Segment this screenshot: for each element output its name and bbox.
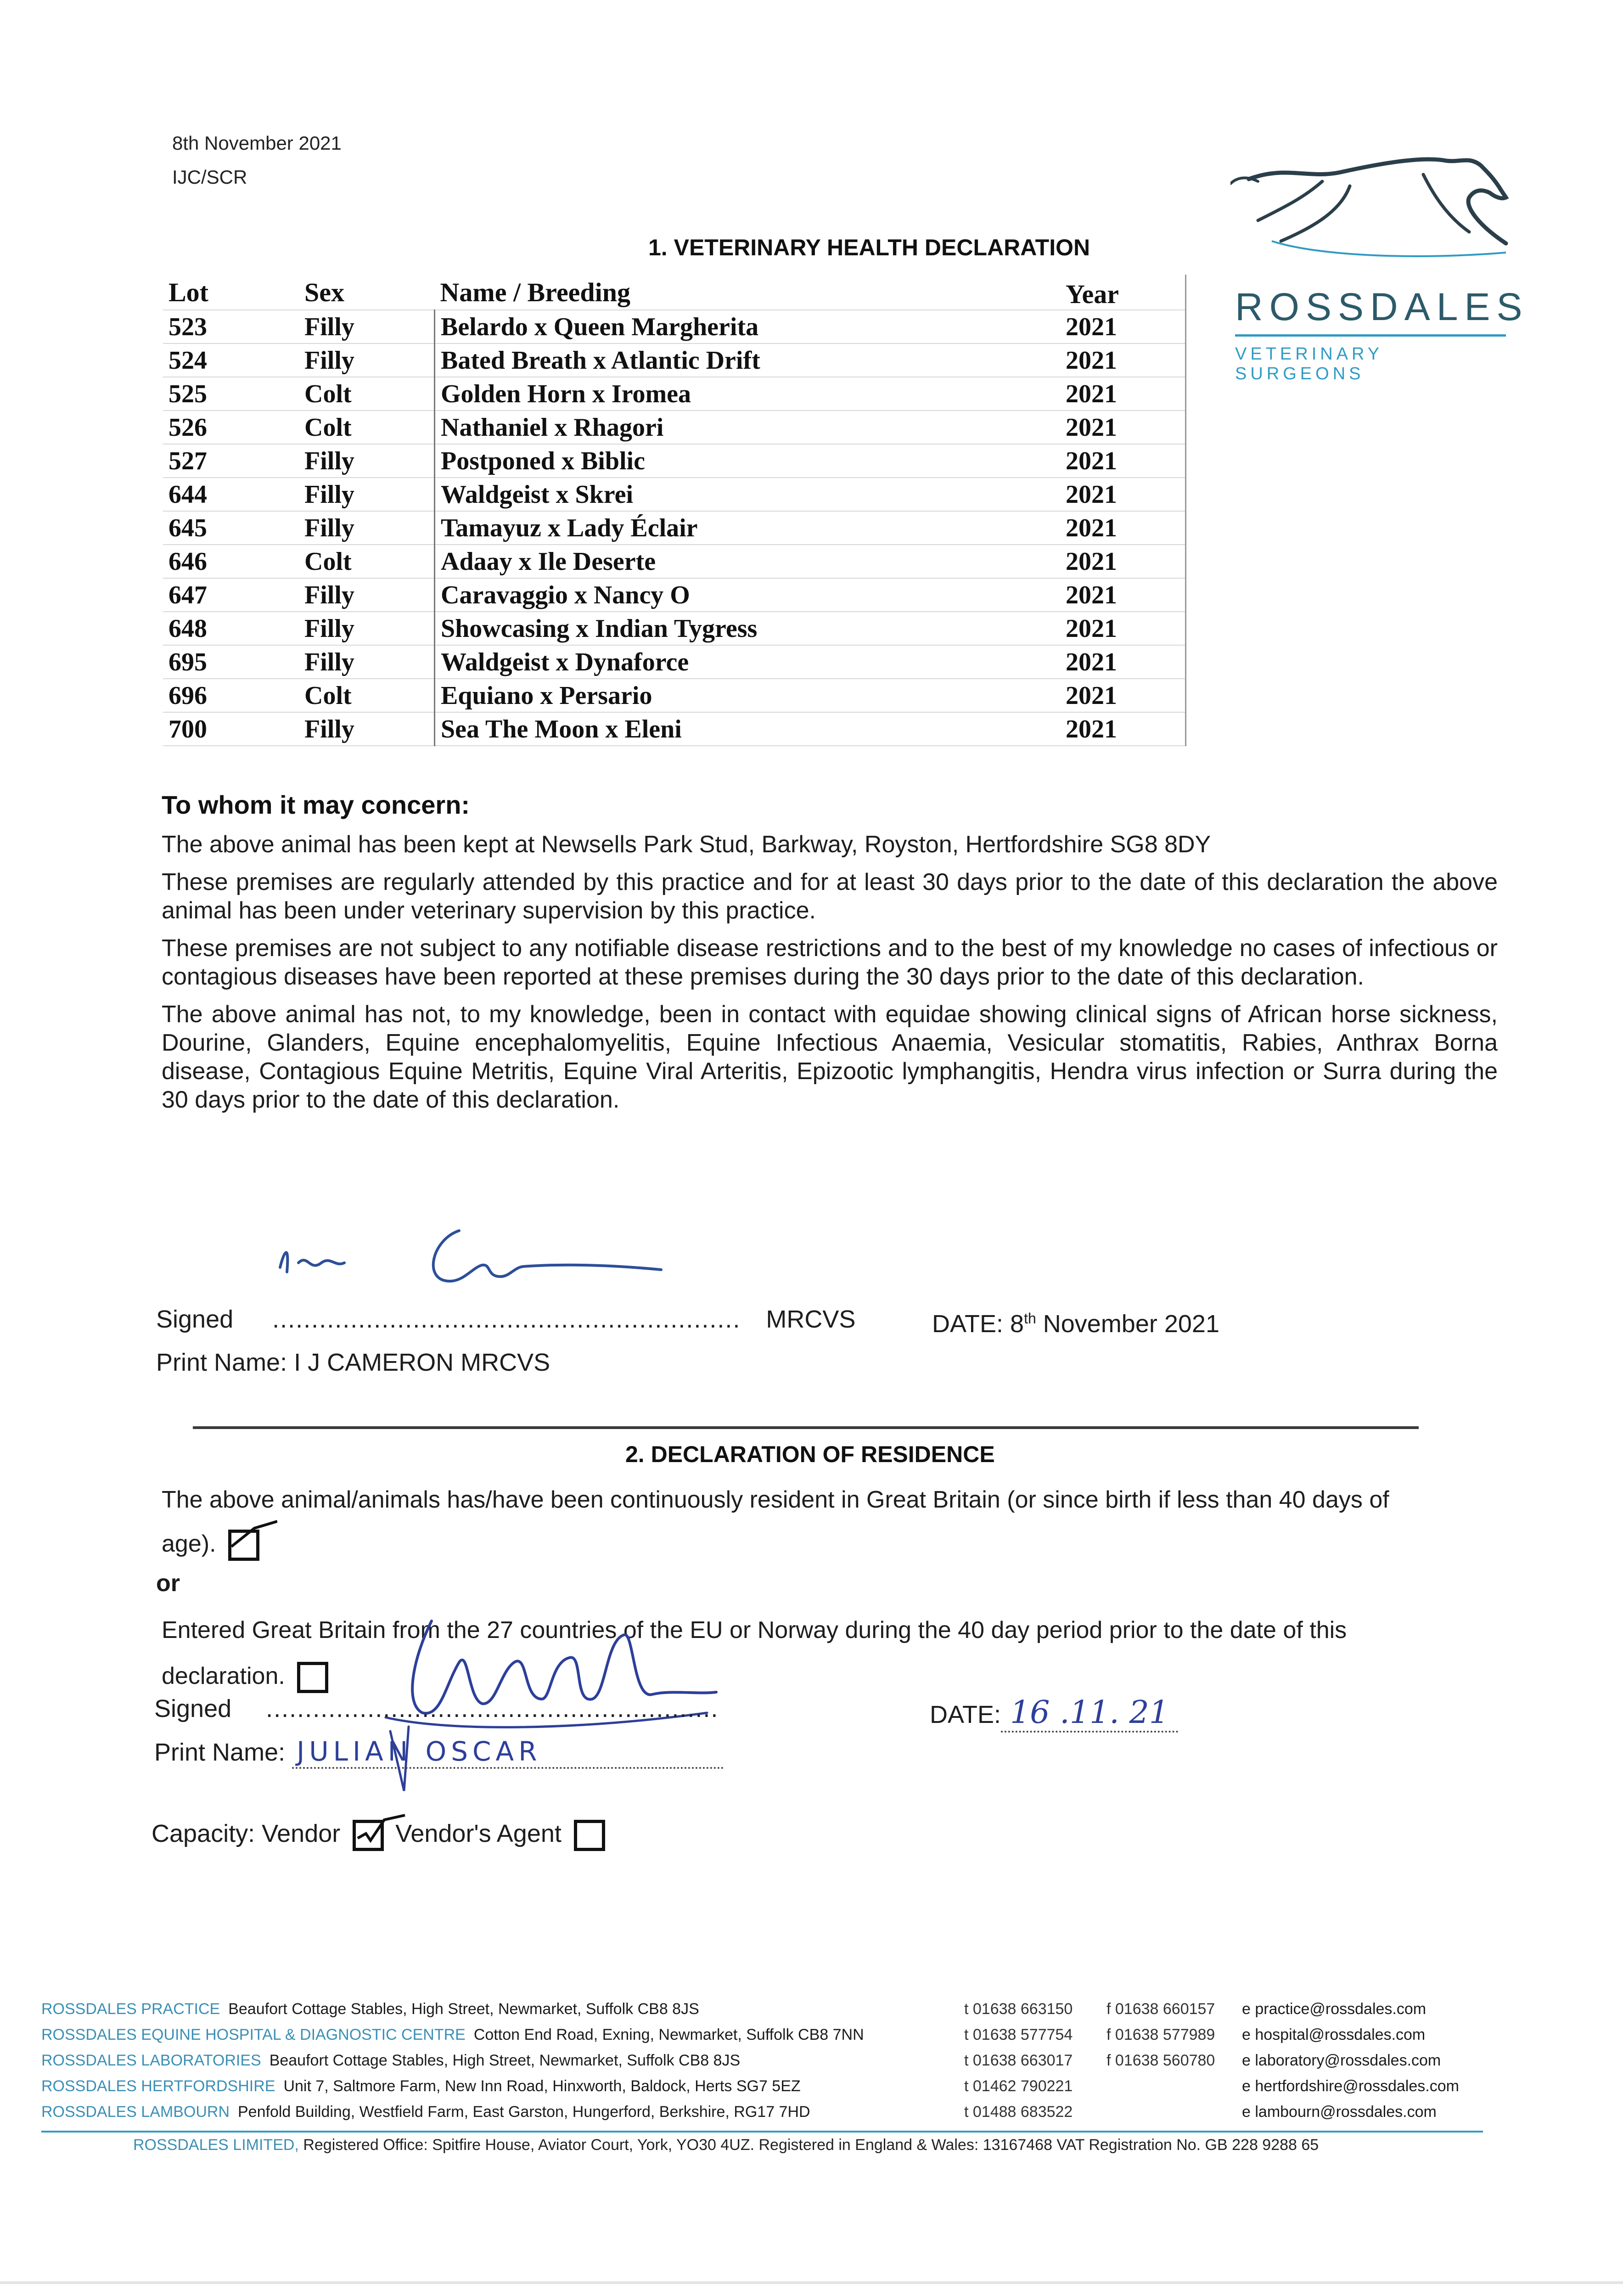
- residence-text: The above animal/animals has/have been continuously resident in Great Britain (or since birth if less than 40 days of age).: [162, 1486, 1389, 1557]
- footer-org: ROSSDALES LABORATORIES: [41, 2052, 261, 2069]
- cell-year: 2021: [1066, 679, 1186, 712]
- cell-sex: Filly: [304, 614, 354, 643]
- cell-lot: 700: [168, 715, 207, 743]
- vendor-date-label: DATE:: [930, 1701, 1001, 1728]
- cell-year: 2021: [1066, 578, 1186, 612]
- cell-year: 2021: [1066, 645, 1186, 679]
- lots-table: [163, 275, 1186, 746]
- vendors-agent-checkbox[interactable]: [574, 1820, 605, 1851]
- registered-org: ROSSDALES LIMITED,: [133, 2136, 299, 2154]
- cell-name: Tamayuz x Lady Éclair: [435, 511, 1066, 545]
- footer-divider: [41, 2131, 1483, 2133]
- cell-sex: Filly: [304, 647, 354, 676]
- salutation: To whom it may concern:: [162, 790, 470, 819]
- cell-year: 2021: [1066, 545, 1186, 578]
- table-row: [163, 645, 1186, 679]
- vet-date-value: November 2021: [1036, 1310, 1219, 1338]
- letter-date: 8th November 2021: [172, 132, 342, 154]
- footer-org: ROSSDALES HERTFORDSHIRE: [41, 2077, 275, 2095]
- footer-office: [41, 2103, 810, 2121]
- cell-sex: Colt: [304, 681, 352, 710]
- section2-title: 2. DECLARATION OF RESIDENCE: [625, 1441, 995, 1467]
- vendor-date-value: 16 .11. 21: [1001, 1694, 1178, 1733]
- cell-name: Golden Horn x Iromea: [435, 377, 1066, 411]
- horse-logo-icon: [1230, 147, 1515, 285]
- registered-text: Registered Office: Spitfire House, Aviator Court, York, YO30 4UZ. Registered in England & Wales: 13167468 VAT Registration No. GB 228 9288 65: [303, 2136, 1319, 2154]
- column-header-lot: Lot: [168, 277, 208, 307]
- table-row: [163, 310, 1186, 343]
- cell-year: 2021: [1066, 310, 1186, 343]
- cell-sex: Filly: [304, 446, 354, 475]
- or-label: or: [156, 1570, 180, 1597]
- cell-lot: 647: [168, 580, 207, 609]
- footer-address: Unit 7, Saltmore Farm, New Inn Road, Hinxworth, Baldock, Herts SG7 5EZ: [283, 2077, 801, 2095]
- cell-lot: 645: [168, 513, 207, 542]
- entered-statement: [162, 1607, 1429, 1699]
- cell-year: 2021: [1066, 377, 1186, 411]
- vet-signature-line: ............................................................: [272, 1306, 741, 1333]
- table-row: [163, 377, 1186, 411]
- footer-address: Beaufort Cottage Stables, High Street, Newmarket, Suffolk CB8 8JS: [228, 2000, 699, 2018]
- section-divider: [193, 1426, 1419, 1429]
- table-row: [163, 612, 1186, 645]
- scan-edge: [0, 2281, 1623, 2284]
- table-row: [163, 511, 1186, 545]
- cell-year: 2021: [1066, 444, 1186, 478]
- residence-statement: [162, 1478, 1429, 1566]
- footer-email: e practice@rossdales.com: [1242, 2000, 1426, 2018]
- cell-name: Waldgeist x Skrei: [435, 478, 1066, 511]
- footer-address: Penfold Building, Westfield Farm, East Garston, Hungerford, Berkshire, RG17 7HD: [238, 2103, 810, 2121]
- cell-year: 2021: [1066, 343, 1186, 377]
- cell-name: Nathaniel x Rhagori: [435, 411, 1066, 444]
- cell-lot: 527: [168, 446, 207, 475]
- paragraph-contact: The above animal has not, to my knowledge, been in contact with equidae showing clinical signs of African horse sickness, Dourine, Glanders, Equine encephalomyelitis, Equine Infectious Anaemia, Vesicular stomatitis, Rabies, Anthrax Borna disease, Contagious Equine Metritis, Equine Viral Arteritis, Epizootic lymphangitis, Hendra virus infection or Surra during the 30 days prior to the date of this declaration.: [162, 1001, 1498, 1113]
- table-header-row: [163, 275, 1186, 310]
- footer-email: e hospital@rossdales.com: [1242, 2026, 1426, 2043]
- cell-sex: Colt: [304, 413, 352, 442]
- entered-text: Entered Great Britain from the 27 countries of the EU or Norway during the 40 day period prior to the date of this declaration.: [162, 1617, 1347, 1689]
- cell-name: Postponed x Biblic: [435, 444, 1066, 478]
- cell-name: Belardo x Queen Margherita: [435, 310, 1066, 343]
- registered-office: [133, 2136, 1319, 2154]
- cell-name: Showcasing x Indian Tygress: [435, 612, 1066, 645]
- footer-fax: f 01638 577989: [1106, 2026, 1215, 2043]
- paragraph-restrictions: These premises are not subject to any notifiable disease restrictions and to the best of my knowledge no cases of infectious or contagious diseases have been reported at these premises during the 30 days prior to the date of this declaration.: [162, 935, 1498, 990]
- vet-signed-row: [156, 1305, 855, 1334]
- table-row: [163, 578, 1186, 612]
- vendor-print-value: JULIAN OSCAR: [292, 1736, 724, 1769]
- cell-sex: Filly: [304, 580, 354, 609]
- table-row: [163, 545, 1186, 578]
- cell-name: Bated Breath x Atlantic Drift: [435, 343, 1066, 377]
- cell-year: 2021: [1066, 411, 1186, 444]
- footer-email: e laboratory@rossdales.com: [1242, 2052, 1441, 2069]
- cell-sex: Colt: [304, 547, 352, 576]
- cell-sex: Colt: [304, 379, 352, 408]
- footer-office: [41, 2052, 740, 2070]
- checkmark-icon: [227, 1519, 277, 1551]
- footer-tel: t 01638 577754: [964, 2026, 1073, 2043]
- logo-name: ROSSDALES: [1235, 285, 1529, 328]
- cell-year: 2021: [1066, 511, 1186, 545]
- footer-office: [41, 2026, 864, 2044]
- vendor-checkbox[interactable]: [353, 1820, 384, 1851]
- table-row: [163, 712, 1186, 746]
- paragraph-supervision: These premises are regularly attended by this practice and for at least 30 days prior to the date of this declaration the above animal has been under veterinary supervision by this practice.: [162, 869, 1498, 924]
- cell-lot: 695: [168, 647, 207, 676]
- mrcvs-label: MRCVS: [766, 1306, 856, 1333]
- vet-date-label: DATE: 8: [932, 1310, 1024, 1338]
- footer-email: e hertfordshire@rossdales.com: [1242, 2077, 1459, 2095]
- declaration-paragraphs: [162, 830, 1498, 1123]
- cell-lot: 526: [168, 413, 207, 442]
- cell-sex: Filly: [304, 715, 354, 743]
- column-header-sex: Sex: [304, 277, 344, 307]
- cell-sex: Filly: [304, 312, 354, 341]
- footer-fax: f 01638 560780: [1106, 2052, 1215, 2069]
- table-row: [163, 444, 1186, 478]
- cell-sex: Filly: [304, 480, 354, 509]
- footer-org: ROSSDALES PRACTICE: [41, 2000, 220, 2018]
- column-header-name: Name / Breeding: [440, 277, 631, 307]
- cell-name: Sea The Moon x Eleni: [435, 712, 1066, 746]
- vet-date-suffix: th: [1024, 1310, 1036, 1327]
- vet-date: [932, 1310, 1219, 1338]
- capacity-row: [152, 1819, 605, 1851]
- cell-lot: 523: [168, 312, 207, 341]
- vendor-signature-line: ..........................................................: [266, 1695, 719, 1722]
- logo-divider: [1235, 334, 1506, 337]
- cell-year: 2021: [1066, 478, 1186, 511]
- footer-fax: f 01638 660157: [1106, 2000, 1215, 2018]
- vendors-agent-label: Vendor's Agent: [395, 1820, 562, 1847]
- capacity-label: Capacity: Vendor: [152, 1820, 341, 1847]
- footer-tel: t 01488 683522: [964, 2103, 1073, 2121]
- cell-lot: 644: [168, 480, 207, 509]
- cell-name: Equiano x Persario: [435, 679, 1066, 712]
- footer-address: Cotton End Road, Exning, Newmarket, Suffolk CB8 7NN: [473, 2026, 864, 2043]
- cell-lot: 696: [168, 681, 207, 710]
- table-row: [163, 478, 1186, 511]
- section1-title: 1. VETERINARY HEALTH DECLARATION: [648, 235, 1090, 260]
- resident-checkbox[interactable]: [228, 1530, 259, 1561]
- vendor-signed-label: Signed: [154, 1695, 232, 1722]
- rossdales-logo: [1221, 147, 1529, 383]
- footer-org: ROSSDALES LAMBOURN: [41, 2103, 230, 2121]
- letter-reference: IJC/SCR: [172, 166, 247, 188]
- footer-tel: t 01638 663150: [964, 2000, 1073, 2018]
- cell-year: 2021: [1066, 612, 1186, 645]
- cell-lot: 646: [168, 547, 207, 576]
- paragraph-premises: The above animal has been kept at Newsells Park Stud, Barkway, Royston, Hertfordshire SG8 8DY: [162, 831, 1211, 858]
- footer-org: ROSSDALES EQUINE HOSPITAL & DIAGNOSTIC CENTRE: [41, 2026, 466, 2043]
- cell-sex: Filly: [304, 346, 354, 375]
- footer-office: [41, 2000, 699, 2018]
- cell-year: 2021: [1066, 712, 1186, 746]
- footer-email: e lambourn@rossdales.com: [1242, 2103, 1437, 2121]
- cell-name: Adaay x Ile Deserte: [435, 545, 1066, 578]
- checkmark-icon: [352, 1813, 407, 1845]
- vet-signed-label: Signed: [156, 1306, 234, 1333]
- cell-lot: 525: [168, 379, 207, 408]
- cell-lot: 648: [168, 614, 207, 643]
- vendor-print-label: Print Name:: [154, 1739, 286, 1766]
- cell-lot: 524: [168, 346, 207, 375]
- entered-checkbox[interactable]: [297, 1662, 328, 1693]
- cell-name: Waldgeist x Dynaforce: [435, 645, 1066, 679]
- footer-address: Beaufort Cottage Stables, High Street, Newmarket, Suffolk CB8 8JS: [269, 2052, 741, 2069]
- vet-print-name: Print Name: I J CAMERON MRCVS: [156, 1349, 550, 1376]
- footer-office: [41, 2077, 801, 2095]
- vendor-print-row: [154, 1736, 724, 1769]
- footer-tel: t 01462 790221: [964, 2077, 1073, 2095]
- vet-signature-icon: [266, 1212, 680, 1300]
- column-header-year: Year: [1066, 275, 1186, 310]
- table-row: [163, 343, 1186, 377]
- logo-subtitle: VETERINARY SURGEONS: [1235, 344, 1383, 383]
- table-row: [163, 411, 1186, 444]
- vendor-date: [930, 1694, 1178, 1731]
- vendor-signed-row: [154, 1694, 719, 1723]
- cell-name: Caravaggio x Nancy O: [435, 578, 1066, 612]
- footer-tel: t 01638 663017: [964, 2052, 1073, 2069]
- table-row: [163, 679, 1186, 712]
- cell-sex: Filly: [304, 513, 354, 542]
